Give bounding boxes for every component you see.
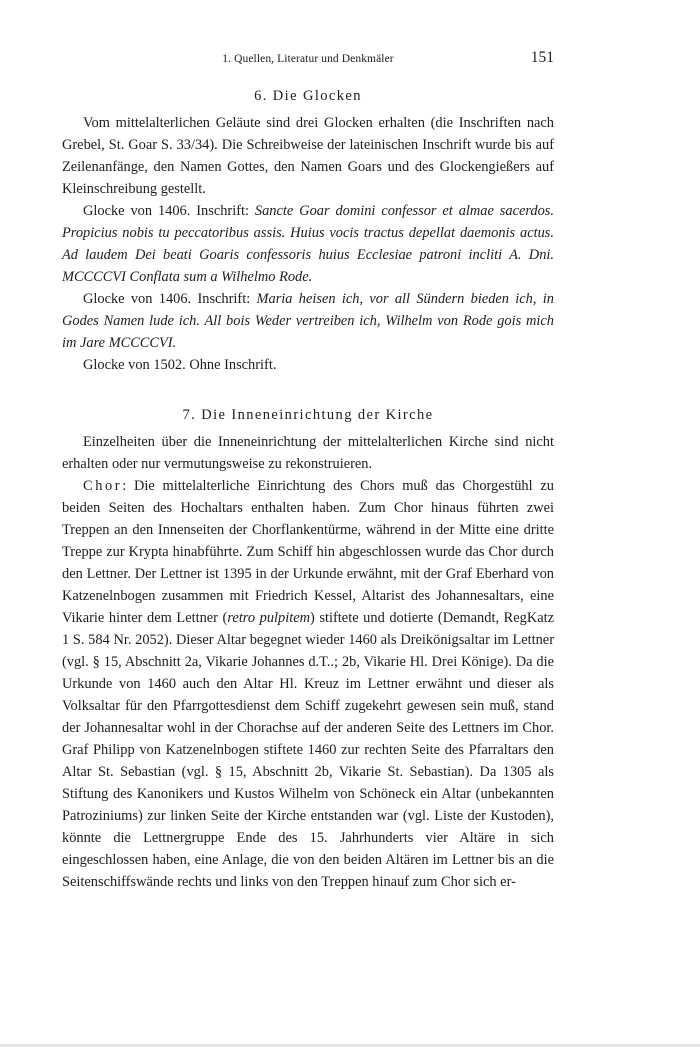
paragraph-text: Glocke von 1502. Ohne Inschrift. (83, 357, 277, 373)
paragraph-choir (62, 475, 554, 893)
paragraph-text: : Die mittelalterliche Einrichtung des Chors muß das Chorgestühl zu beiden Seiten des Hochaltars enthalten haben. Zum Chor hinaus führten zwei Treppen an den Innenseiten der Chorflankentürme, während in der Mitte eine dritte Treppe zur Krypta hinabführte. Zum Schiff hin abgeschlossen wurde das Chor durch den Lettner. Der Lettner ist 1395 in der Urkunde erwähnt, mit der Graf Eberhard von Katzenelnbogen zusammen mit Friedrich Kessel, Altarist des Johannesaltars, eine Vikarie hinter dem Lettner ( (62, 478, 554, 626)
bell-lead-text: Glocke von 1406. Inschrift: (83, 203, 255, 219)
latin-inscription: Sancte Goar domini confessor et almae sacerdos. Propicius nobis tu peccatoribus assis. Huius vocis tractus depellat daemonis actus. Ad laudem Dei beati Goaris confessoris huius Ecclesiae patroni incliti A. Dni. MCCCCVI Conflata sum a Wilhelmo Rode. (62, 203, 554, 285)
paragraph-interior-intro (62, 431, 554, 475)
spaced-term-chor: Chor (83, 478, 123, 494)
paragraph-text: Einzelheiten über die Inneneinrichtung der mittelalterlichen Kirche sind nicht erhalten oder nur vermutungsweise zu rekonstruieren. (62, 434, 554, 472)
paragraph-text: Vom mittelalterlichen Geläute sind drei Glocken erhalten (die Inschriften nach Grebel, St. Goar S. 33/34). Die Schreibweise der lateinischen Inschrift wurde bis auf Zeilenanfänge, den Namen Gottes, den Namen Goars und des Glockengießers auf Kleinschreibung gestellt. (62, 115, 554, 197)
running-header (62, 48, 554, 72)
paragraph-bells-intro (62, 112, 554, 200)
bell-lead-text: Glocke von 1406. Inschrift: (83, 291, 257, 307)
paragraph-bell-1406-german (62, 288, 554, 354)
latin-term: retro pulpitem (227, 610, 311, 626)
paragraph-bell-1406-latin (62, 200, 554, 288)
section-heading-interior: 7. Die Inneneinrichtung der Kirche (182, 407, 434, 423)
book-page (62, 48, 554, 893)
paragraph-bell-1502 (62, 354, 554, 376)
german-inscription: Maria heisen ich, vor all Sündern bieden ich, in Godes Namen lude ich. All bois Weder vertreiben ich, Wilhelm von Rode gois mich im Jare MCCCCVI. (62, 291, 554, 351)
paragraph-text: ) stiftete und dotierte (Demandt, RegKatz 1 S. 584 Nr. 2052). Dieser Altar begegnet wieder 1460 als Dreikönigsaltar im Lettner (vgl. § 15, Abschnitt 2a, Vikarie Johannes d.T..; 2b, Vikarie Hl. Drei Könige). Da die Urkunde von 1460 auch den Altar Hl. Kreuz im Lettner erwähnt und dieser als Volksaltar für den Pfarrgottesdienst dem Schiff zugekehrt gewesen sein muß, stand der Johannesaltar wohl in der Chorachse auf der anderen Seite des Lettners im Chor. Graf Philipp von Katzenelnbogen stiftete 1460 zur rechten Seite des Pfarraltars den Altar St. Sebastian (vgl. § 15, Abschnitt 2b, Vikarie St. Sebastian). Da 1305 als Stiftung des Kanonikers und Kustos Wilhelm von Schöneck ein Altar (unbekannten Patroziniums) zur linken Seite der Kirche entstanden war (vgl. Liste der Kustoden), könnte die Lettnergruppe Ende des 15. Jahrhunderts vier Altäre in sich eingeschlossen haben, eine Anlage, die von den beiden Altären im Lettner bis an die Seitenschiffswände rechts und links von den Treppen hinauf zum Chor sich er- (62, 610, 554, 890)
running-title: 1. Quellen, Literatur und Denkmäler (222, 53, 394, 65)
page-number: 151 (530, 49, 554, 66)
section-heading-bells: 6. Die Glocken (254, 88, 362, 104)
